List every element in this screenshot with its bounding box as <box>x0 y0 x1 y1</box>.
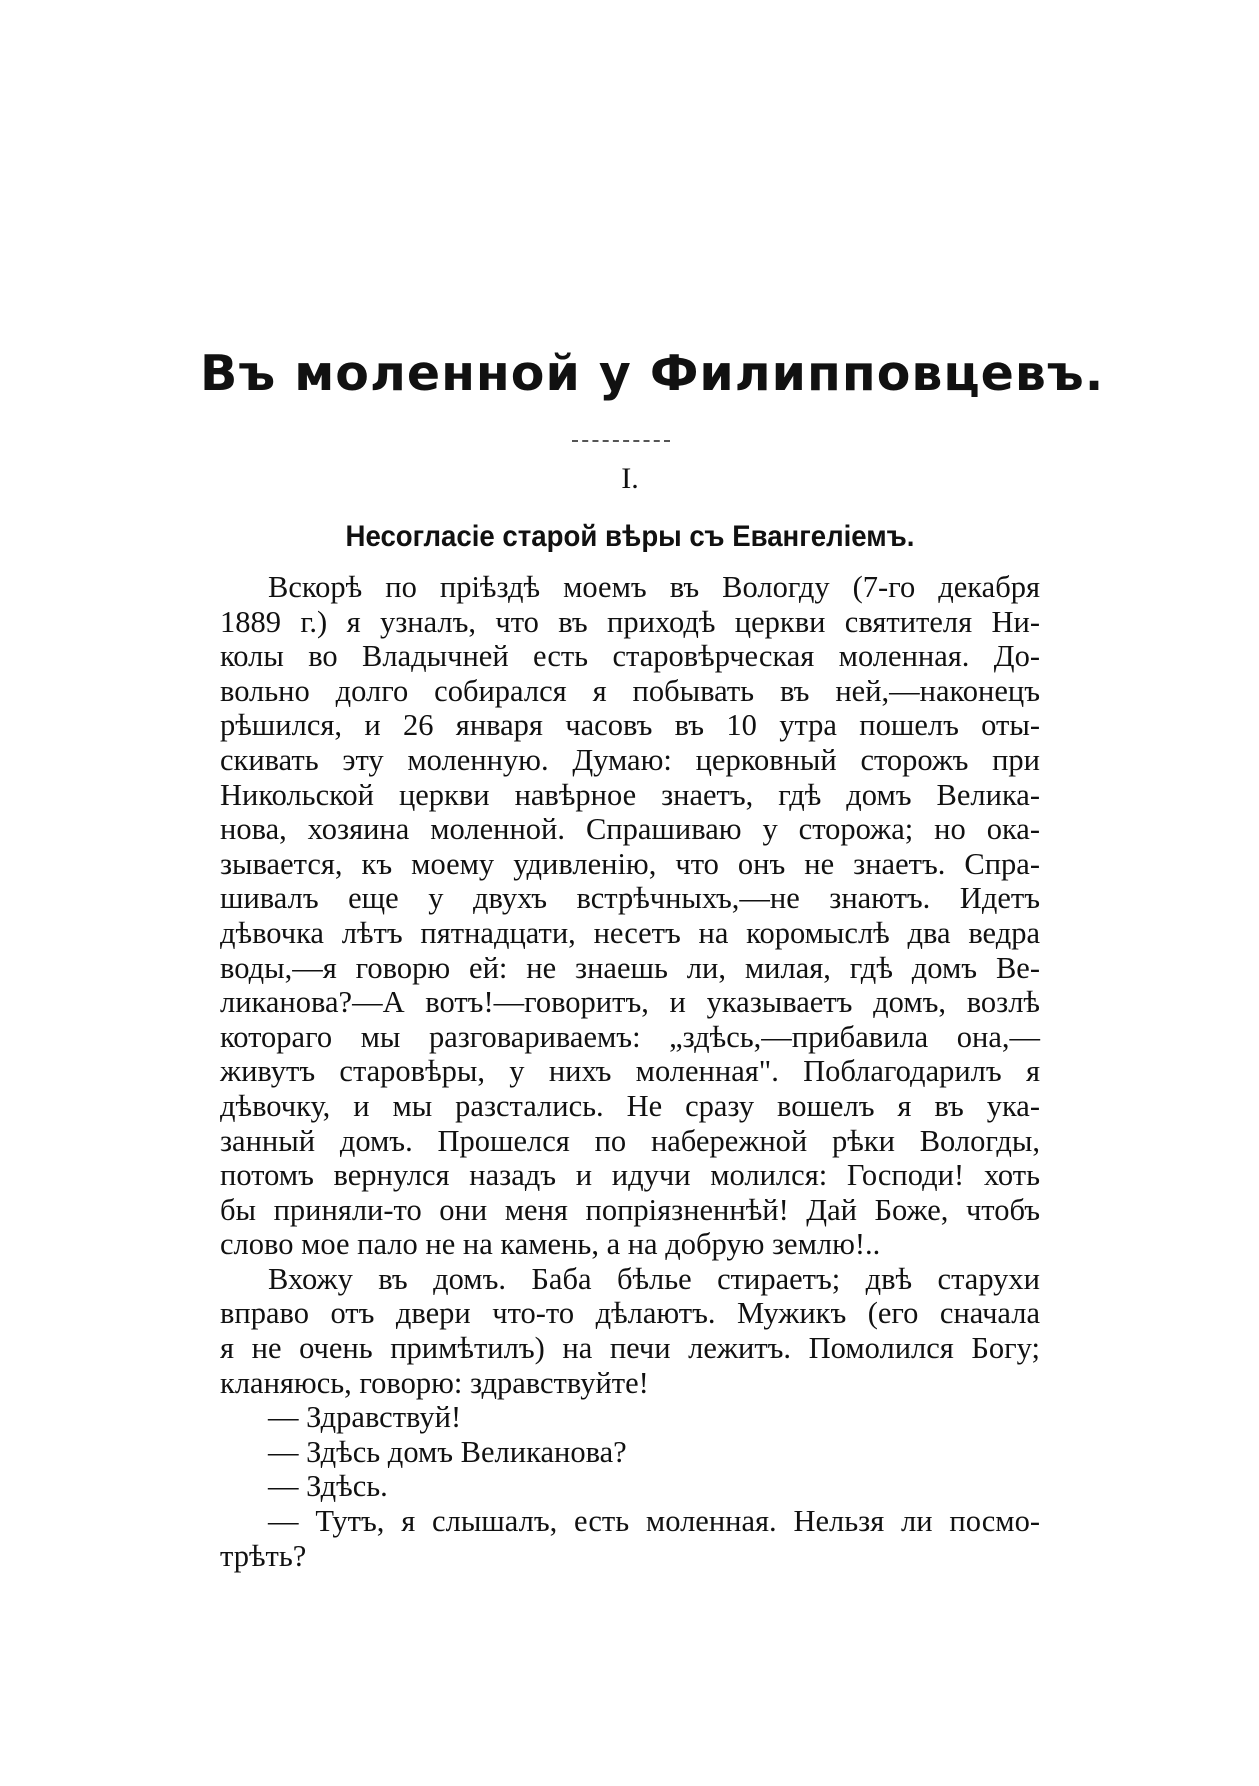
body-text <box>220 570 1040 1573</box>
text-line: дѣвочку, и мы разстались. Не сразу вошелъ я въ ука- <box>220 1088 1040 1123</box>
chapter-title: Въ моленной у Филипповцевъ. <box>200 345 1105 402</box>
text-line: живутъ старовѣры, у нихъ моленная". Поблагодарилъ я <box>220 1054 1040 1089</box>
title-divider <box>572 440 670 442</box>
text-line: котораго мы разговариваемъ: „здѣсь,—прибавила она,— <box>220 1019 1040 1054</box>
text-line: потомъ вернулся назадъ и идучи молился: Господи! хоть <box>220 1158 1040 1193</box>
section-title: Несогласіе старой вѣры съ Евангеліемъ. <box>345 520 915 553</box>
text-line: шивалъ еще у двухъ встрѣчныхъ,—не знаютъ. Идетъ <box>220 881 1040 916</box>
text-line: зывается, къ моему удивленію, что онъ не знаетъ. Спра- <box>220 846 1040 881</box>
text-line: трѣть? <box>220 1538 307 1573</box>
text-line: вправо отъ двери что-то дѣлаютъ. Мужикъ (его сначала <box>220 1296 1040 1331</box>
text-line: нова, хозяина моленной. Спрашиваю у сторожа; но ока- <box>220 812 1040 847</box>
text-line: занный домъ. Прошелся по набережной рѣки Вологды, <box>220 1123 1040 1158</box>
text-line: я не очень примѣтилъ) на печи лежитъ. Помолился Богу; <box>220 1331 1040 1366</box>
text-line: ликанова?—А вотъ!—говоритъ, и указываетъ домъ, возлѣ <box>220 985 1040 1020</box>
text-line: — Тутъ, я слышалъ, есть моленная. Нельзя ли посмо- <box>268 1504 1040 1539</box>
text-line: — Здѣсь. <box>268 1469 388 1504</box>
text-line: бы приняли-то они меня попріязненнѣй! Дай Боже, чтобъ <box>220 1192 1040 1227</box>
text-line: — Здѣсь домъ Великанова? <box>268 1434 627 1469</box>
text-line: рѣшился, и 26 января часовъ въ 10 утра пошелъ оты- <box>220 708 1040 743</box>
text-line: Никольской церкви навѣрное знаетъ, гдѣ домъ Велика- <box>220 777 1040 812</box>
text-line: Вскорѣ по пріѣздѣ моемъ въ Вологду (7-го декабря <box>268 570 1040 604</box>
text-line: 1889 г.) я узналъ, что въ приходѣ церкви святителя Ни- <box>220 604 1040 639</box>
text-line: скивать эту моленную. Думаю: церковный сторожъ при <box>220 742 1040 777</box>
text-line: дѣвочка лѣтъ пятнадцати, несетъ на коромыслѣ два ведра <box>220 915 1040 950</box>
text-line: — Здравствуй! <box>268 1400 462 1435</box>
text-line: Вхожу въ домъ. Баба бѣлье стираетъ; двѣ старухи <box>268 1261 1040 1296</box>
text-line: кланяюсь, говорю: здравствуйте! <box>220 1365 649 1400</box>
section-number: I. <box>621 462 639 495</box>
text-line: вольно долго собирался я побывать въ ней,—наконецъ <box>220 673 1040 708</box>
text-line: колы во Владычней есть старовѣрческая моленная. До- <box>220 639 1040 674</box>
text-line: воды,—я говорю ей: не знаешь ли, милая, гдѣ домъ Ве- <box>220 950 1040 985</box>
text-line: слово мое пало не на камень, а на добрую землю!.. <box>220 1227 881 1262</box>
